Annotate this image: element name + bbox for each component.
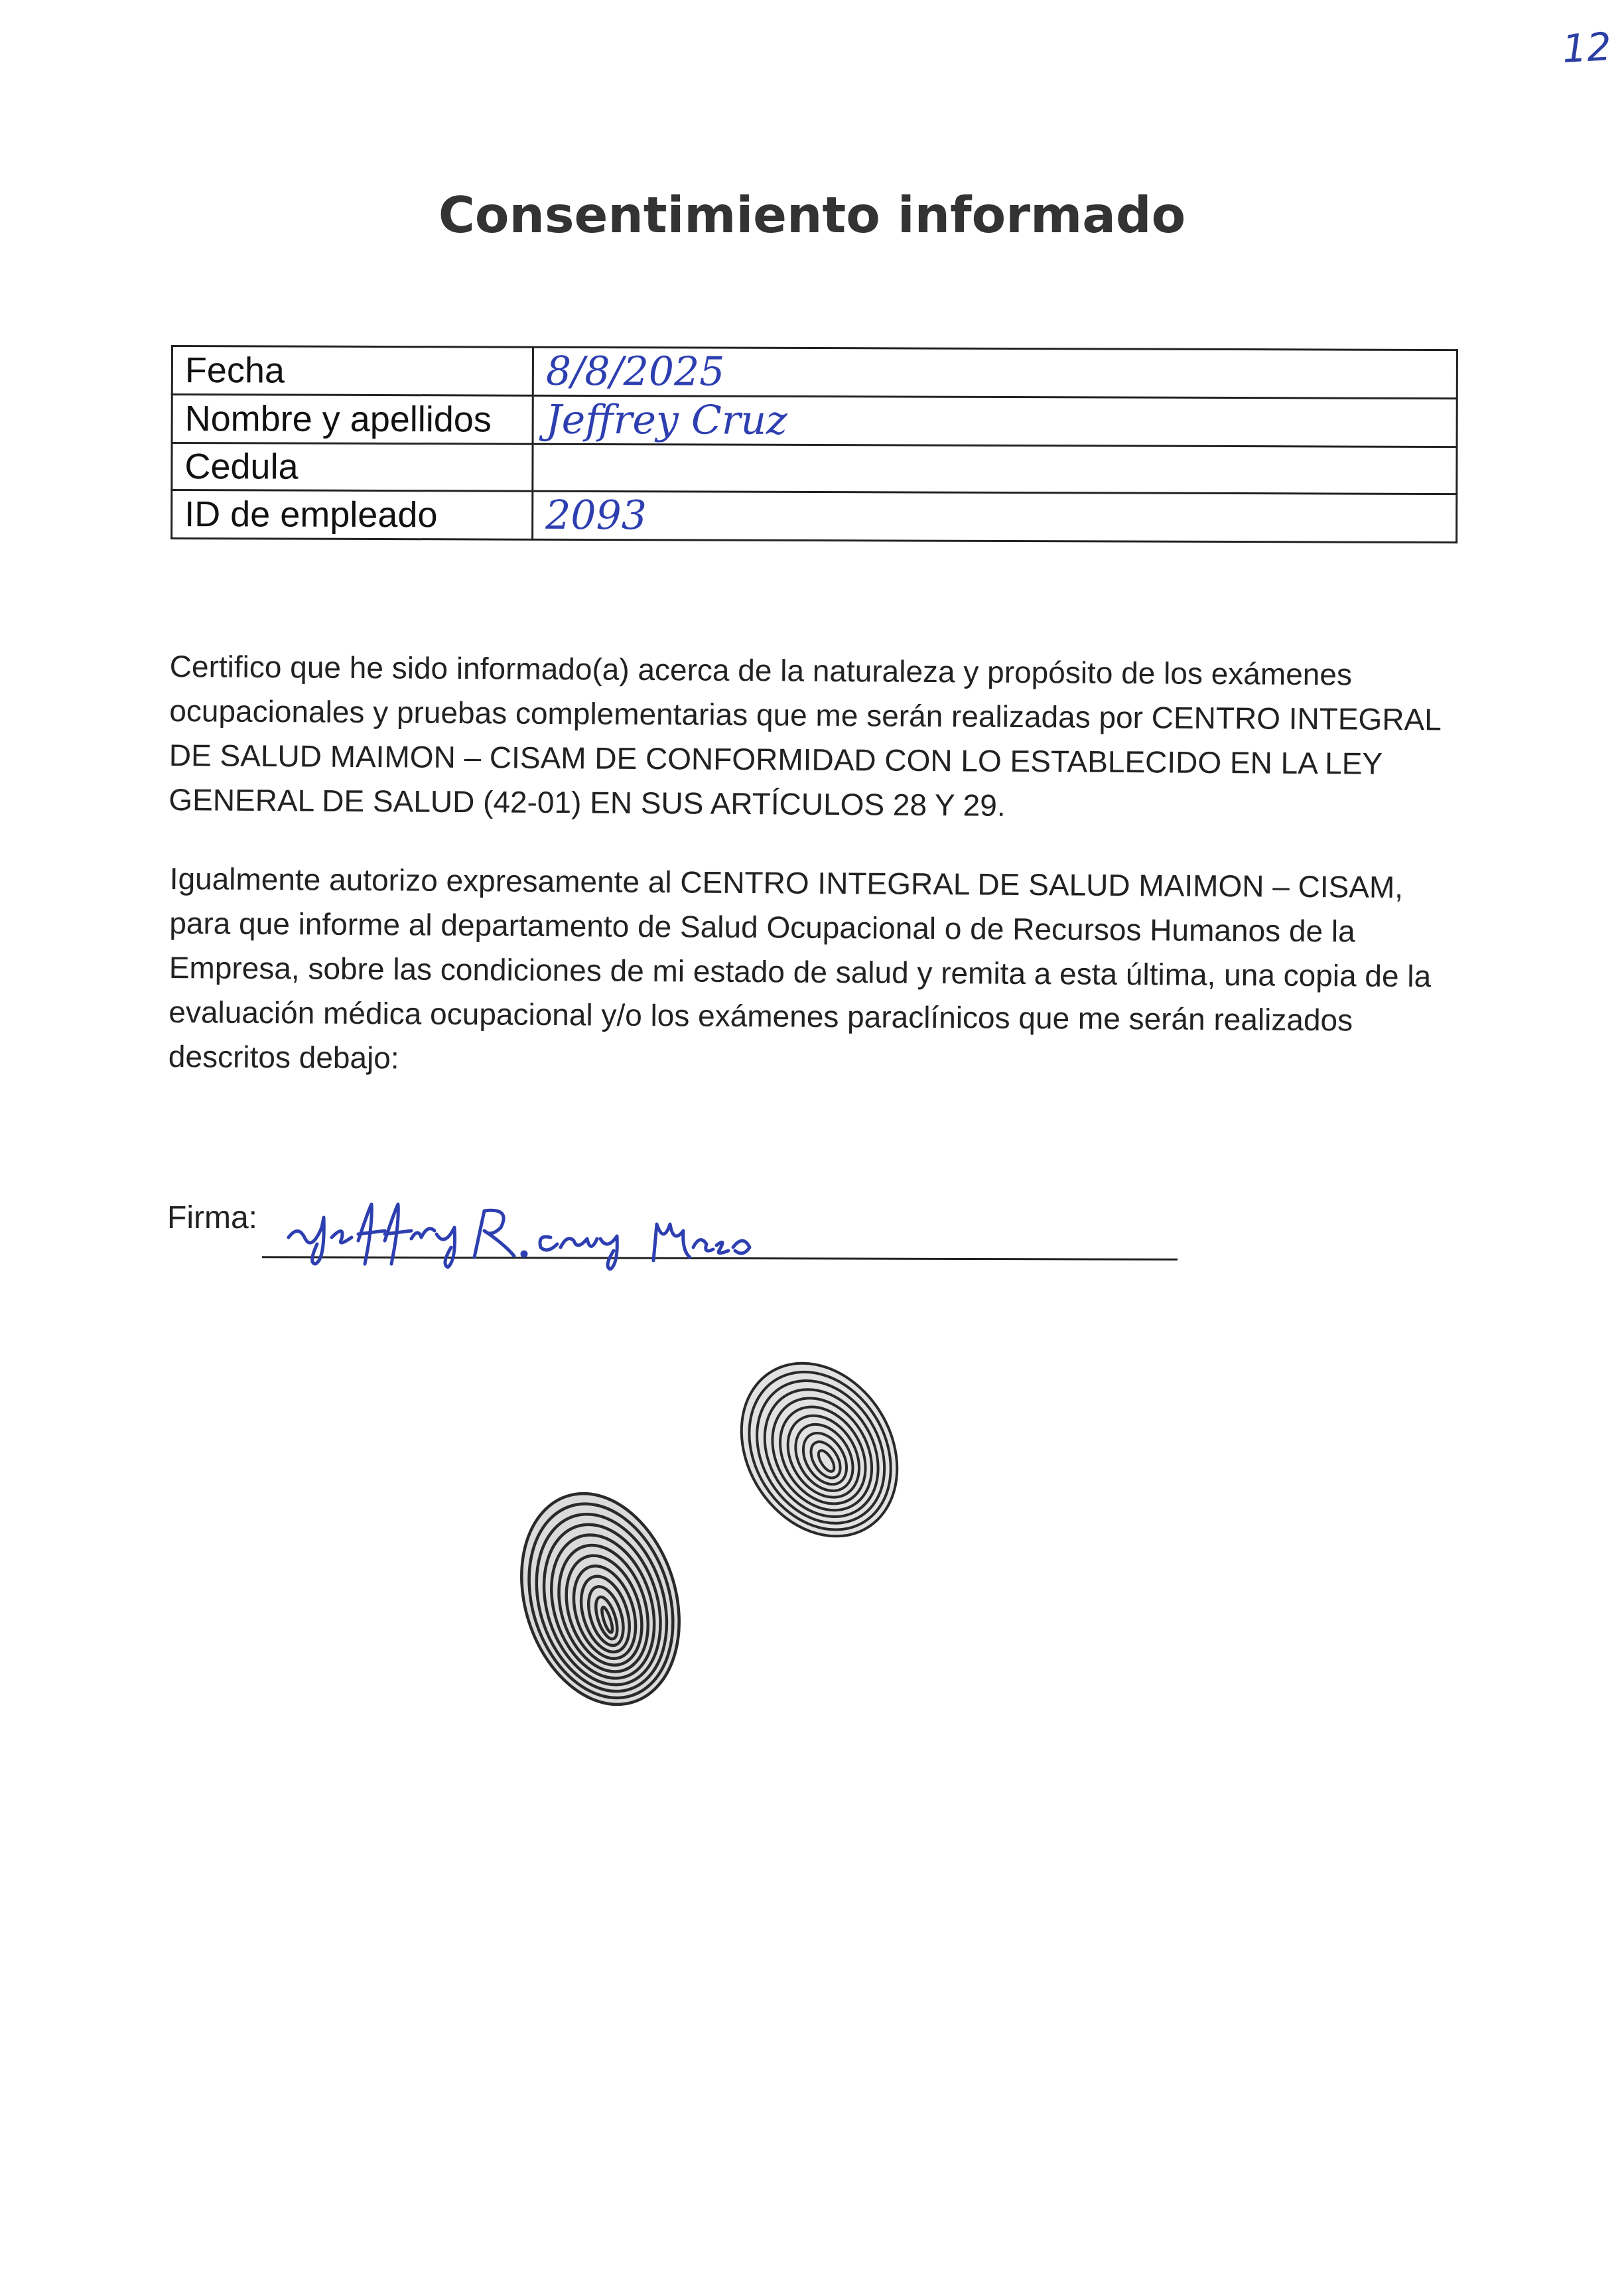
consent-paragraph-1: Certifico que he sido informado(a) acerca de la naturaleza y propósito de los exámenes ocupacionales y pruebas complementarias que me serán realizadas por CENTRO INTEGRAL DE SALUD MAIMON – CISAM DE CONFORMIDAD CON LO ESTABLECIDO EN LA LEY GENERAL DE SALUD (42-01) EN SUS ARTÍCULOS 28 Y 29.: [169, 648, 1441, 823]
field-label-cedula: Cedula: [172, 443, 533, 492]
table-row: [172, 443, 1457, 494]
field-value-cedula: [533, 444, 1457, 494]
fingerprint-icon: [723, 1350, 915, 1549]
field-label-nombre: Nombre y apellidos: [172, 395, 533, 445]
field-label-id-empleado: ID de empleado: [172, 490, 533, 540]
handwritten-signature: [285, 1198, 763, 1271]
personal-info-table: [170, 345, 1458, 543]
consent-paragraph-2: Igualmente autorizo expresamente al CENTRO INTEGRAL DE SALUD MAIMON – CISAM, para que informe al departamento de Salud Ocupacional o de Recursos Humanos de la Empresa, sobre las condiciones de mi estado de salud y remita a esta última, una copia de la evaluación médica ocupacional y/o los exámenes paraclínicos que me serán realizados descritos debajo:: [168, 861, 1432, 1076]
field-label-fecha: Fecha: [172, 346, 533, 396]
table-row: [172, 346, 1457, 399]
field-value-fecha: 8/8/2025: [533, 347, 1457, 398]
field-value-nombre: Jeffrey Cruz: [533, 395, 1457, 447]
document-title: Consentimiento informado: [438, 186, 1186, 244]
page-number: 12: [1561, 24, 1613, 72]
signature-label: Firma:: [167, 1200, 257, 1235]
field-value-id-empleado: 2093: [533, 491, 1457, 542]
table-row: [172, 395, 1457, 447]
table-row: [172, 490, 1457, 543]
fingerprint-icon: [511, 1476, 690, 1722]
